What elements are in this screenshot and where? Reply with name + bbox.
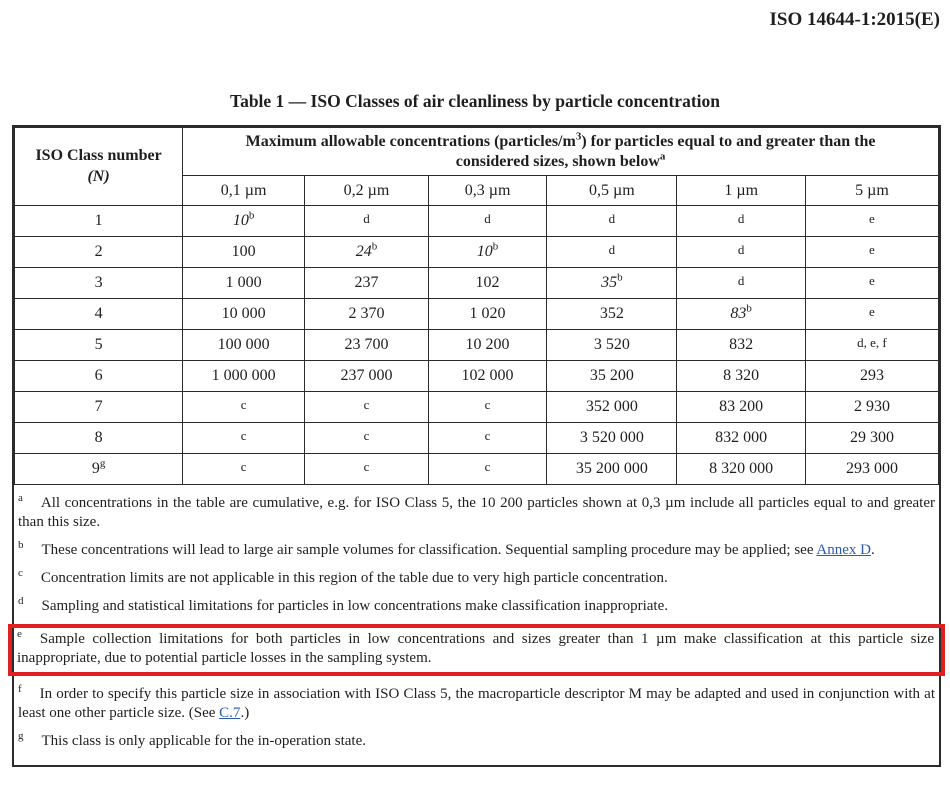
iso-class-cell: [15, 206, 183, 237]
table-row: [15, 392, 939, 423]
table-row: [15, 237, 939, 268]
concentration-value: 5: [94, 336, 103, 353]
footnote-a: [18, 494, 935, 532]
footnote-ref-letter: d: [737, 242, 745, 257]
concentration-value: 100: [231, 243, 256, 260]
concentration-cell: [183, 454, 305, 485]
concentration-value: 293: [859, 367, 884, 384]
iso-class-cell: [15, 330, 183, 361]
document-reference: ISO 14644-1:2015(E): [769, 9, 940, 30]
concentration-cell: [183, 299, 305, 330]
table-row: [15, 299, 939, 330]
footnote-ref-letter: c: [240, 428, 247, 443]
footnote-ref-letter: d: [608, 211, 616, 226]
concentration-value: 10: [232, 212, 249, 229]
concentration-cell: [547, 299, 677, 330]
footnote-ref-sup: b: [371, 240, 378, 253]
concentration-value: 293 000: [845, 460, 898, 477]
footnote-c: [18, 566, 935, 588]
table-row: [15, 361, 939, 392]
concentration-value: 2 930: [853, 398, 890, 415]
concentration-value: 1 000 000: [211, 367, 276, 384]
concentration-cell: [805, 268, 938, 299]
concentration-cell: [547, 454, 677, 485]
concentration-cell: [428, 392, 546, 423]
concentration-cell: [547, 268, 677, 299]
footnote-ref-letter: d: [737, 211, 745, 226]
concentration-cell: [428, 361, 546, 392]
footnote-ref-letter: c: [484, 459, 491, 474]
concentration-value: 832 000: [715, 429, 768, 446]
concentration-cell: [677, 268, 805, 299]
footnote-ref-letter: c: [240, 397, 247, 412]
size-header-0-1um: 0,1 µm: [183, 176, 305, 206]
iso-class-rows: [15, 206, 939, 485]
table-header-row-1: [15, 128, 939, 176]
concentration-value: 832: [729, 336, 754, 353]
concentration-value: 1 000: [225, 274, 262, 291]
footnote-ref-letter: c: [484, 397, 491, 412]
footnote-text-f: [18, 686, 935, 721]
concentration-cell: [305, 423, 429, 454]
concentration-value: 352: [599, 305, 624, 322]
concentration-value: 83: [730, 305, 747, 322]
footnote-segment: .): [240, 705, 250, 722]
concentration-cell: [183, 237, 305, 268]
footnote-text-g: [42, 733, 367, 749]
iso-class-number-header: [15, 128, 183, 206]
footnote-ref-letter: c: [240, 459, 247, 474]
footnote-b: [18, 538, 935, 560]
concentration-value: 35 200 000: [575, 460, 648, 477]
table-row: [15, 206, 939, 237]
footnote-ref-letter: c: [363, 459, 370, 474]
concentration-cell: [428, 454, 546, 485]
concentration-cell: [183, 423, 305, 454]
iso-class-cell: [15, 392, 183, 423]
footnote-marker-f: f: [18, 683, 22, 696]
concentration-cell: [305, 299, 429, 330]
concentration-cell: [305, 392, 429, 423]
concentration-cell: [677, 330, 805, 361]
concentration-value: 8 320 000: [709, 460, 774, 477]
table-row: [15, 268, 939, 299]
concentration-cell: [805, 299, 938, 330]
concentration-value: 352 000: [585, 398, 638, 415]
footnote-segment: All concentrations in the table are cumulative, e.g. for ISO Class 5, the 10 200 particles shown at 0,3 µm include all particles equal to and greater than this size.: [18, 495, 935, 530]
size-header-5um: 5 µm: [805, 176, 938, 206]
concentration-cell: [428, 299, 546, 330]
iso-class-number-header-text: ISO Class number (N): [35, 146, 162, 185]
concentration-value: 10: [476, 243, 493, 260]
concentration-cell: [805, 454, 938, 485]
concentration-value: 8 320: [723, 367, 760, 384]
concentration-cell: [305, 361, 429, 392]
concentration-cell: [305, 454, 429, 485]
concentration-value: 8: [94, 429, 103, 446]
footnote-text-a: [18, 495, 935, 530]
footnote-segment: Sampling and statistical limitations for particles in low concentrations make classification inappropriate.: [41, 597, 668, 614]
size-header-0-5um: 0,5 µm: [547, 176, 677, 206]
footnote-d: [18, 594, 935, 616]
footnote-ref-letter: d: [363, 211, 370, 226]
footnote-ref-letter: e: [869, 211, 875, 226]
concentration-value: 102 000: [461, 367, 514, 384]
concentration-cell: [183, 206, 305, 237]
footnote-ref-sup: b: [746, 302, 752, 315]
concentration-cell: [428, 237, 546, 268]
concentration-value: 100 000: [217, 336, 270, 353]
table-row: [15, 454, 939, 485]
footnote-e: [17, 630, 934, 668]
concentration-cell: [547, 237, 677, 268]
concentration-cell: [305, 237, 429, 268]
concentration-value: 3 520: [593, 336, 630, 353]
concentration-cell: [305, 268, 429, 299]
concentration-cell: [547, 392, 677, 423]
concentration-cell: [183, 330, 305, 361]
footnote-ref-letter: d: [484, 211, 491, 226]
iso-class-cell: [15, 299, 183, 330]
concentration-cell: [428, 206, 546, 237]
concentration-value: 102: [475, 274, 500, 291]
concentration-value: 83 200: [719, 398, 764, 415]
footnote-g: [18, 732, 935, 751]
concentration-value: 237: [354, 274, 379, 291]
concentration-cell: [677, 392, 805, 423]
concentration-value: 4: [94, 305, 103, 322]
concentration-cell: [805, 237, 938, 268]
concentration-cell: [428, 330, 546, 361]
size-header-0-2um: 0,2 µm: [305, 176, 429, 206]
footnote-ref-sup: b: [492, 240, 499, 253]
concentration-value: 6: [94, 367, 103, 384]
concentrations-span-header-text: Maximum allowable concentrations $(particles/m^3)$ for particles equal to and greater than the considered sizes, shown below$^a$: [245, 130, 876, 170]
concentration-cell: [183, 392, 305, 423]
footnotes-section: [14, 494, 939, 765]
table-row: [15, 330, 939, 361]
iso-table-frame: [12, 125, 941, 767]
footnote-segment: Sample collection limitations for both particles in low concentrations and sizes greater than 1 µm make classification at this particle size inappropriate, due to potential particle losses in the sampling system.: [17, 631, 934, 667]
footnote-ref-letter: d, e, f: [857, 335, 887, 350]
concentration-value: 1: [94, 212, 103, 229]
concentration-value: 35: [601, 274, 618, 291]
concentration-value: 1 020: [469, 305, 506, 322]
concentration-cell: [805, 361, 938, 392]
footnote-marker-d: d: [18, 594, 24, 607]
iso-class-cell: [15, 237, 183, 268]
footnote-ref-sup: b: [248, 209, 255, 222]
footnote-ref-sup: b: [617, 271, 623, 284]
concentration-cell: [805, 423, 938, 454]
concentration-cell: [547, 206, 677, 237]
concentration-cell: [677, 299, 805, 330]
concentration-value: 3: [94, 274, 103, 291]
footnote-marker-e: e: [17, 628, 22, 641]
concentration-cell: [677, 454, 805, 485]
concentration-cell: [677, 237, 805, 268]
concentration-cell: [805, 206, 938, 237]
footnote-text-e: [17, 631, 934, 666]
footnote-ref-letter: e: [869, 273, 875, 288]
concentration-cell: [805, 392, 938, 423]
footnote-ref-letter: c: [363, 397, 370, 412]
footnote-marker-g: g: [18, 730, 24, 743]
iso-class-cell: [15, 361, 183, 392]
concentration-cell: [547, 361, 677, 392]
footnote-segment: .: [870, 541, 875, 558]
concentration-cell: [183, 361, 305, 392]
footnote-f: [18, 685, 935, 723]
concentration-value: 35 200: [589, 367, 634, 384]
footnote-segment: These concentrations will lead to large air sample volumes for classification. Sequential sampling procedure may be applied; see: [41, 541, 817, 558]
footnote-ref-sup: g: [99, 457, 106, 470]
footnote-ref-letter: e: [869, 304, 875, 319]
table-row: [15, 423, 939, 454]
concentration-value: 2 370: [348, 305, 385, 322]
concentration-value: 23 700: [344, 336, 389, 353]
iso-class-cell: [15, 268, 183, 299]
annex-d-link[interactable]: Annex D: [816, 541, 871, 558]
concentration-value: 9: [91, 460, 100, 477]
concentration-cell: [677, 361, 805, 392]
footnote-ref-letter: d: [608, 242, 616, 257]
footnote-ref-letter: e: [869, 242, 875, 257]
concentration-cell: [183, 268, 305, 299]
footnote-segment: Concentration limits are not applicable in this region of the table due to very high particle concentration.: [40, 569, 668, 586]
concentration-cell: [305, 206, 429, 237]
concentrations-span-header: [183, 128, 939, 176]
footnote-text-b: [42, 542, 875, 558]
size-header-0-3um: 0,3 µm: [428, 176, 546, 206]
concentration-cell: [428, 423, 546, 454]
concentration-value: 2: [94, 243, 103, 260]
concentration-value: 237 000: [340, 367, 393, 384]
concentration-cell: [547, 330, 677, 361]
footnote-segment: This class is only applicable for the in-operation state.: [41, 733, 366, 750]
c7-link[interactable]: C.7: [219, 705, 241, 722]
footnote-ref-letter: c: [363, 428, 370, 443]
size-header-1um: 1 µm: [677, 176, 805, 206]
concentration-value: 10 000: [221, 305, 266, 322]
footnote-marker-c: c: [18, 566, 23, 579]
footnote-ref-letter: c: [484, 428, 491, 443]
footnote-marker-b: b: [18, 538, 24, 551]
iso-class-cell: [15, 454, 183, 485]
footnote-ref-letter: d: [737, 273, 745, 288]
iso-classes-table: [14, 127, 939, 485]
concentration-value: 24: [355, 243, 372, 260]
footnote-text-d: [42, 598, 669, 614]
concentration-value: 29 300: [849, 429, 894, 446]
concentration-cell: [805, 330, 938, 361]
footnote-text-c: [41, 570, 668, 586]
highlight-box-footnote-e: [8, 624, 945, 676]
table-title: Table 1 — ISO Classes of air cleanliness by particle concentration: [230, 91, 720, 111]
concentration-cell: [547, 423, 677, 454]
footnote-marker-a: a: [18, 492, 23, 504]
iso-class-cell: [15, 423, 183, 454]
footnote-segment: In order to specify this particle size in association with ISO Class 5, the macroparticle descriptor M may be adapted and used in conjunction with at least one other particle size. (See: [18, 686, 935, 722]
concentration-cell: [677, 423, 805, 454]
concentration-value: 7: [94, 398, 103, 415]
concentration-cell: [428, 268, 546, 299]
concentration-cell: [677, 206, 805, 237]
concentration-value: 3 520 000: [579, 429, 644, 446]
concentration-value: 10 200: [465, 336, 510, 353]
concentration-cell: [305, 330, 429, 361]
